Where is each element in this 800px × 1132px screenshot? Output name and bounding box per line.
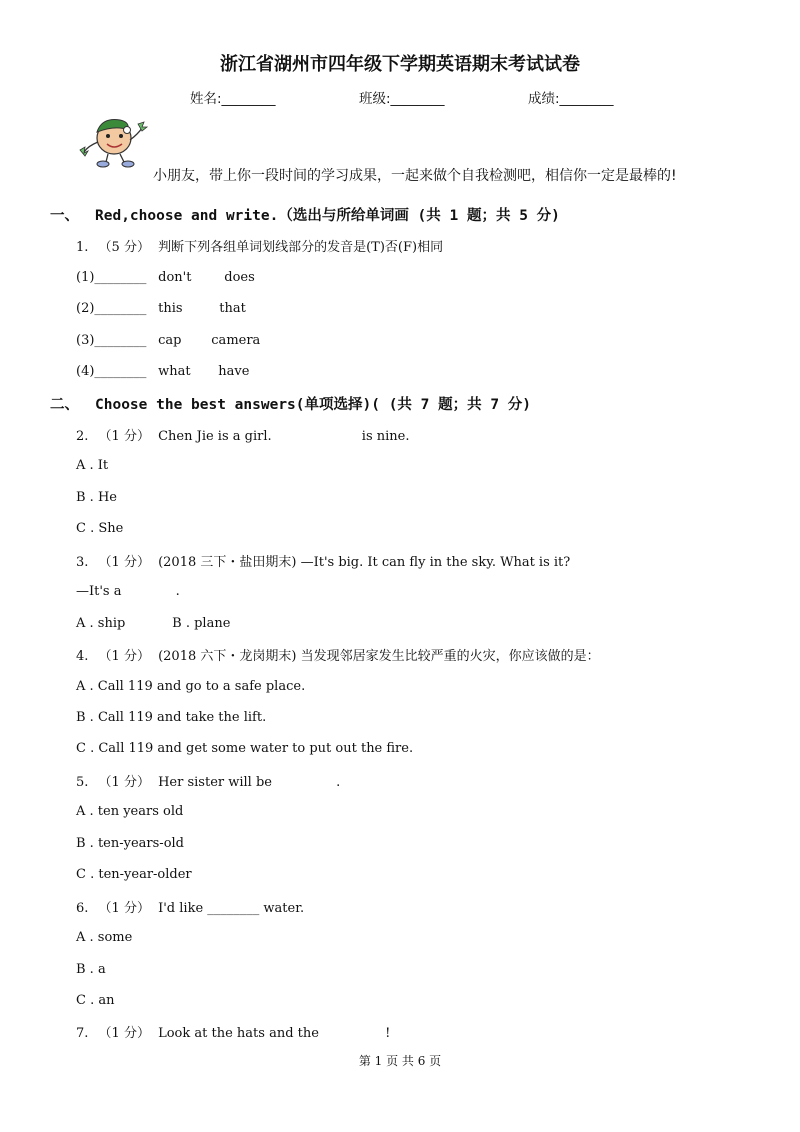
q3-line-2 (76, 584, 180, 599)
q5-points: （1 分） (98, 775, 150, 790)
q1-word-b: camera (211, 333, 261, 348)
q3-line2-text: —It's a (76, 584, 122, 599)
q1-word-b: have (218, 364, 250, 379)
question-5 (76, 771, 340, 790)
q2-tail: is nine. (361, 429, 410, 444)
q1-text: 判断下列各组单词划线部分的发音是(T)否(F)相同 (158, 240, 444, 255)
q3-number: 3. (76, 555, 89, 570)
q1-word-a: cap (158, 333, 182, 348)
q4-number: 4. (76, 649, 89, 664)
page-title: 浙江省湖州市四年级下学期英语期末考试试卷 (220, 54, 580, 75)
q2-text: Chen Jie is a girl. (158, 429, 272, 444)
q4-option-a[interactable]: A . Call 119 and go to a safe place. (76, 679, 306, 694)
q6-option-a[interactable]: A . some (76, 930, 133, 945)
q6-number: 6. (76, 901, 89, 916)
mascot-icon (78, 112, 150, 170)
q1-item-label[interactable]: (3)________ (76, 333, 147, 348)
q3-option-b[interactable]: B . plane (172, 616, 231, 631)
q2-option-b[interactable]: B . He (76, 490, 117, 505)
q6-option-c[interactable]: C . an (76, 993, 115, 1008)
q1-item-3 (76, 333, 260, 348)
section-1-heading (50, 204, 560, 225)
q1-number: 1. (76, 240, 89, 255)
q1-item-4 (76, 364, 249, 379)
q4-points: （1 分） (98, 649, 150, 664)
q3-option-a[interactable]: A . ship (76, 616, 126, 631)
q7-text: Look at the hats and the (158, 1026, 319, 1041)
page-footer: 第 1 页 共 6 页 (358, 1054, 442, 1068)
q2-option-c[interactable]: C . She (76, 521, 124, 536)
q5-option-b[interactable]: B . ten-years-old (76, 836, 185, 851)
q5-option-a[interactable]: A . ten years old (76, 804, 184, 819)
q6-option-b[interactable]: B . a (76, 962, 106, 977)
q7-points: （1 分） (98, 1026, 150, 1041)
question-7 (76, 1022, 390, 1041)
score-field[interactable]: 成绩:________ (528, 91, 614, 107)
question-4 (76, 645, 600, 664)
section-2-heading (50, 393, 531, 414)
q7-number: 7. (76, 1026, 89, 1041)
q1-points: （5 分） (98, 240, 150, 255)
q4-option-b[interactable]: B . Call 119 and take the lift. (76, 710, 267, 725)
q1-word-b: that (219, 301, 246, 316)
question-1 (76, 236, 443, 255)
intro-text: 小朋友，带上你一段时间的学习成果，一起来做个自我检测吧，相信你一定是最棒的! (153, 168, 677, 184)
q3-points: （1 分） (98, 555, 150, 570)
class-field[interactable]: 班级:________ (359, 91, 445, 107)
name-field[interactable]: 姓名:________ (190, 91, 276, 107)
q1-item-label[interactable]: (1)________ (76, 270, 147, 285)
section-1-number: 一、 (50, 208, 79, 224)
q5-tail: . (336, 775, 341, 790)
q1-word-b: does (224, 270, 255, 285)
q1-word-a: this (158, 301, 183, 316)
q1-word-a: don't (158, 270, 192, 285)
q2-number: 2. (76, 429, 89, 444)
q5-option-c[interactable]: C . ten-year-older (76, 867, 192, 882)
section-1-title: Red,choose and write.（选出与所给单词画 (共 1 题；共 5 分) (95, 208, 560, 224)
q3-line2-tail: . (175, 584, 180, 599)
q3-text: (2018 三下・盐田期末) —It's big. It can fly in the sky. What is it? (158, 555, 571, 570)
section-2-title: Choose the best answers(单项选择)( (共 7 题；共 7 分) (95, 397, 532, 413)
q1-item-1 (76, 270, 255, 285)
q6-text: I'd like ________ water. (158, 901, 305, 916)
q5-text: Her sister will be (158, 775, 272, 790)
question-3 (76, 551, 570, 570)
q1-word-a: what (158, 364, 191, 379)
q2-option-a[interactable]: A . It (76, 458, 109, 473)
q7-tail: ! (385, 1026, 391, 1041)
q6-points: （1 分） (98, 901, 150, 916)
q3-options (76, 616, 230, 631)
q1-item-label[interactable]: (4)________ (76, 364, 147, 379)
q5-number: 5. (76, 775, 89, 790)
q1-item-label[interactable]: (2)________ (76, 301, 147, 316)
question-6 (76, 897, 304, 916)
question-2 (76, 425, 409, 444)
q4-option-c[interactable]: C . Call 119 and get some water to put out the fire. (76, 741, 414, 756)
section-2-number: 二、 (50, 397, 79, 413)
q1-item-2 (76, 301, 246, 316)
q4-text: (2018 六下・龙岗期末) 当发现邻居家发生比较严重的火灾，你应该做的是： (158, 649, 600, 664)
q2-points: （1 分） (98, 429, 150, 444)
